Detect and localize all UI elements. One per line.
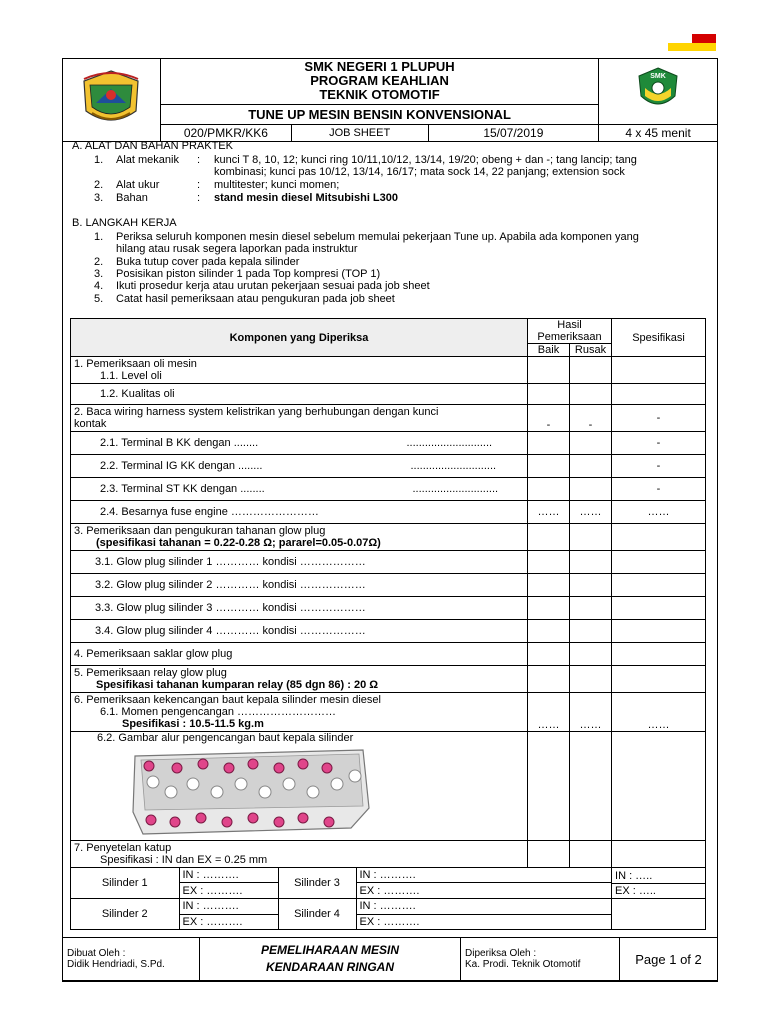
section-a-label-1: Alat mekanik xyxy=(116,154,179,166)
cell-rusak[interactable] xyxy=(570,524,612,551)
inspection-table xyxy=(70,318,706,930)
doc-type: JOB SHEET xyxy=(291,124,428,141)
valve-spec-table xyxy=(612,869,705,929)
cell-rusak[interactable] xyxy=(570,841,612,868)
section-a-sep-3: : xyxy=(197,192,201,204)
valve-clearance-table xyxy=(71,868,611,929)
table-row xyxy=(71,501,706,524)
cell-baik[interactable] xyxy=(528,455,570,478)
row-1-1: 1.1. Level oli xyxy=(100,370,162,382)
cyl-4-ex[interactable]: EX : ………. xyxy=(359,915,420,928)
col-komponen: Komponen yang Diperiksa xyxy=(71,319,528,357)
table-row xyxy=(71,405,706,432)
step-4: Ikuti prosedur kerja atau urutan pekerjaan sesuai pada job sheet xyxy=(116,280,430,292)
row-2-spec[interactable]: - xyxy=(612,405,706,432)
col-hasil-line2: Pemeriksaan xyxy=(537,331,602,343)
step-1-line-b: hilang atau rusak segera laporkan pada instruktur xyxy=(116,243,358,255)
row-3-2: 3.2. Glow plug silinder 2 ………… kondisi ……………… xyxy=(71,574,528,597)
section-a-title: A. ALAT DAN BAHAN PRAKTEK xyxy=(72,140,233,152)
cell-baik[interactable] xyxy=(528,732,570,841)
cyl-1-in[interactable]: IN : ………. xyxy=(179,868,278,883)
cell-spec[interactable] xyxy=(612,841,706,868)
cell-baik[interactable] xyxy=(528,384,570,405)
section-a-line-2: multitester; kunci momen; xyxy=(214,179,340,191)
row-2-rusak[interactable]: - xyxy=(570,405,612,432)
row-2-4-baik[interactable]: …… xyxy=(528,501,570,524)
made-by-name: Didik Hendriadi, S.Pd. xyxy=(67,959,165,970)
section-a-num-2: 2. xyxy=(94,179,104,191)
cyl-2-label: Silinder 2 xyxy=(71,899,179,930)
cell-baik[interactable] xyxy=(528,478,570,501)
left-logo-cell xyxy=(63,59,161,142)
spec-in[interactable]: IN : ….. xyxy=(612,869,705,884)
doc-duration: 4 x 45 menit xyxy=(599,124,718,141)
cell-baik[interactable] xyxy=(528,574,570,597)
table-row xyxy=(71,841,706,868)
row-2-1-spec[interactable]: - xyxy=(612,432,706,455)
step-num-4: 4. xyxy=(94,280,104,292)
table-row xyxy=(71,693,706,732)
step-5: Catat hasil pemeriksaan atau pengukuran pada job sheet xyxy=(116,293,395,305)
subject-line-2: KENDARAAN RINGAN xyxy=(266,960,394,974)
section-a-line-3: stand mesin diesel Mitsubishi L300 xyxy=(214,192,398,204)
row-2-3-spec[interactable]: - xyxy=(612,478,706,501)
cyl-3-label: Silinder 3 xyxy=(278,868,356,899)
row-2-2-spec[interactable]: - xyxy=(612,455,706,478)
step-num-5: 5. xyxy=(94,293,104,305)
cell-rusak[interactable] xyxy=(570,357,612,384)
subject-line-1: PEMELIHARAAN MESIN xyxy=(260,943,399,957)
cyl-3-in[interactable]: IN : ………. xyxy=(356,868,611,883)
cyl-2-in[interactable]: IN : ………. xyxy=(179,899,278,915)
cell-rusak[interactable] xyxy=(570,732,612,841)
spec-ex[interactable]: EX : ….. xyxy=(612,883,705,898)
row-3-3: 3.3. Glow plug silinder 3 ………… kondisi ……………… xyxy=(71,597,528,620)
cell-spec[interactable] xyxy=(612,524,706,551)
page-number: Page 1 of 2 xyxy=(620,938,718,981)
cell-spec[interactable] xyxy=(612,666,706,693)
section-a-num-1: 1. xyxy=(94,154,104,166)
row-2-2: 2.2. Terminal IG KK dengan ........ xyxy=(100,460,263,472)
school-title-cell xyxy=(160,59,598,105)
row-6-spec[interactable]: …… xyxy=(612,693,706,732)
table-row xyxy=(71,620,706,643)
row-2-baik[interactable]: - xyxy=(528,405,570,432)
row-5-line-a: 5. Pemeriksaan relay glow plug xyxy=(74,667,227,679)
row-1-title: 1. Pemeriksaan oli mesin xyxy=(74,358,197,370)
right-logo-cell xyxy=(599,59,718,125)
row-5-line-b: Spesifikasi tahanan kumparan relay (85 dgn 86) : 20 Ω xyxy=(96,679,379,691)
program-name: PROGRAM KEAHLIAN xyxy=(310,73,449,89)
table-row xyxy=(71,357,706,384)
table-row xyxy=(71,455,706,478)
table-row xyxy=(71,666,706,693)
row-6-1: 6.1. Momen pengencangan ……………………… xyxy=(100,706,336,718)
row-2-line-a: 2. Baca wiring harness system kelistrikan yang berhubungan dengan kunci xyxy=(74,406,439,418)
step-2: Buka tutup cover pada kepala silinder xyxy=(116,256,300,268)
cell-spec[interactable] xyxy=(612,732,706,841)
cell-spec[interactable] xyxy=(612,384,706,405)
spec-empty xyxy=(612,898,705,929)
row-6-1-spec: Spesifikasi : 10.5-11.5 kg.m xyxy=(122,718,264,730)
table-row xyxy=(71,574,706,597)
doc-code: 020/PMKR/KK6 xyxy=(160,124,291,141)
cell-baik[interactable] xyxy=(528,551,570,574)
cell-spec[interactable] xyxy=(612,551,706,574)
cell-rusak[interactable] xyxy=(570,666,612,693)
row-2-1-dots: ............................ xyxy=(406,437,493,449)
row-2-4-rusak[interactable]: …… xyxy=(570,501,612,524)
cell-rusak[interactable] xyxy=(570,384,612,405)
footer-table xyxy=(62,937,718,981)
row-2-4: 2.4. Besarnya fuse engine …………………… xyxy=(71,501,528,524)
header-table xyxy=(62,58,718,142)
dept-name: TEKNIK OTOMOTIF xyxy=(319,87,440,103)
row-6-2: 6.2. Gambar alur pengencangan baut kepala silinder xyxy=(97,732,354,744)
col-baik: Baik xyxy=(528,344,570,357)
step-3: Posisikan piston silinder 1 pada Top kompresi (TOP 1) xyxy=(116,268,381,280)
doc-date: 15/07/2019 xyxy=(428,124,599,141)
section-a-sep-1: : xyxy=(197,154,201,166)
row-3-1: 3.1. Glow plug silinder 1 ………… kondisi ……………… xyxy=(71,551,528,574)
cell-baik[interactable] xyxy=(528,620,570,643)
cell-baik[interactable] xyxy=(528,357,570,384)
table-row xyxy=(71,597,706,620)
section-a-label-2: Alat ukur xyxy=(116,179,160,191)
smk-logo-text: SMK xyxy=(650,72,666,80)
made-by-label: Dibuat Oleh : xyxy=(67,948,126,959)
step-num-3: 3. xyxy=(94,268,104,280)
smk-logo xyxy=(635,66,681,112)
cell-spec[interactable] xyxy=(612,643,706,666)
row-2-3: 2.3. Terminal ST KK dengan ........ xyxy=(100,483,265,495)
cell-spec[interactable] xyxy=(612,620,706,643)
cyl-1-label: Silinder 1 xyxy=(71,868,179,899)
section-a-label-3: Bahan xyxy=(116,192,148,204)
row-6-rusak[interactable]: …… xyxy=(570,693,612,732)
row-2-1: 2.1. Terminal B KK dengan ........ xyxy=(100,437,259,449)
cell-spec[interactable] xyxy=(612,574,706,597)
section-a-num-3: 3. xyxy=(94,192,104,204)
cyl-1-ex[interactable]: EX : ………. xyxy=(179,883,278,899)
cell-rusak[interactable] xyxy=(570,574,612,597)
row-2-3-dots: ............................ xyxy=(412,483,499,495)
cyl-4-in[interactable]: IN : ………. xyxy=(356,899,611,915)
cell-rusak[interactable] xyxy=(570,432,612,455)
cell-baik[interactable] xyxy=(528,666,570,693)
cell-rusak[interactable] xyxy=(570,597,612,620)
cell-rusak[interactable] xyxy=(570,643,612,666)
job-title: TUNE UP MESIN BENSIN KONVENSIONAL xyxy=(160,104,598,124)
section-a-line-1b: kombinasi; kunci pas 10/12, 13/14, 16/17; mata sock 14, 22 panjang; extension sock xyxy=(214,166,625,178)
school-name: SMK NEGERI 1 PLUPUH xyxy=(304,59,455,75)
row-3-4: 3.4. Glow plug silinder 4 ………… kondisi ……………… xyxy=(71,620,528,643)
cell-baik[interactable] xyxy=(528,841,570,868)
cell-rusak[interactable] xyxy=(570,620,612,643)
section-a-line-1a: kunci T 8, 10, 12; kunci ring 10/11,10/12, 13/14, 19/20; obeng + dan -; tang lancip; tang xyxy=(214,154,637,166)
row-1-2: 1.2. Kualitas oli xyxy=(71,384,528,405)
row-2-2-dots: ............................ xyxy=(410,460,497,472)
cell-spec[interactable] xyxy=(612,357,706,384)
accent-red-bar xyxy=(692,34,716,43)
row-3-line-b: (spesifikasi tahanan = 0.22-0.28 Ω; pararel=0.05-0.07Ω) xyxy=(96,537,381,549)
row-2-4-spec[interactable]: …… xyxy=(612,501,706,524)
row-7-line-b: Spesifikasi : IN dan EX = 0.25 mm xyxy=(100,854,268,866)
col-hasil-line1: Hasil xyxy=(557,319,582,331)
table-row xyxy=(71,868,706,930)
row-3-line-a: 3. Pemeriksaan dan pengukuran tahanan glow plug xyxy=(74,525,326,537)
cylinder-head-diagram xyxy=(131,746,371,840)
row-6-baik[interactable]: …… xyxy=(528,693,570,732)
checked-by-name: Ka. Prodi. Teknik Otomotif xyxy=(465,959,581,970)
cell-baik[interactable] xyxy=(528,432,570,455)
accent-yellow-bar xyxy=(668,43,716,51)
col-rusak: Rusak xyxy=(570,344,612,357)
step-num-2: 2. xyxy=(94,256,104,268)
row-2-line-b: kontak xyxy=(74,418,107,430)
section-b-title: B. LANGKAH KERJA xyxy=(72,217,177,229)
table-row xyxy=(71,432,706,455)
row-4: 4. Pemeriksaan saklar glow plug xyxy=(71,643,528,666)
cell-baik[interactable] xyxy=(528,597,570,620)
table-row xyxy=(71,478,706,501)
checked-by-label: Diperiksa Oleh : xyxy=(465,948,537,959)
table-row xyxy=(71,732,706,841)
table-row xyxy=(71,551,706,574)
step-num-1: 1. xyxy=(94,231,104,243)
table-row xyxy=(71,384,706,405)
cyl-2-ex[interactable]: EX : ………. xyxy=(179,914,278,929)
cyl-4-label: Silinder 4 xyxy=(278,899,356,930)
row-7-line-a: 7. Penyetelan katup xyxy=(74,842,172,854)
cell-spec[interactable] xyxy=(612,597,706,620)
table-row xyxy=(71,524,706,551)
col-spesifikasi: Spesifikasi xyxy=(612,319,706,357)
cell-rusak[interactable] xyxy=(570,478,612,501)
section-a-sep-2: : xyxy=(197,179,201,191)
cell-baik[interactable] xyxy=(528,643,570,666)
step-1-line-a: Periksa seluruh komponen mesin diesel sebelum memulai pekerjaan Tune up. Apabila ada komponen yang xyxy=(116,231,639,243)
cell-rusak[interactable] xyxy=(570,551,612,574)
regency-logo xyxy=(76,67,146,129)
table-row xyxy=(71,643,706,666)
row-6-title: 6. Pemeriksaan kekencangan baut kepala silinder mesin diesel xyxy=(74,694,381,706)
cell-rusak[interactable] xyxy=(570,455,612,478)
col-hasil xyxy=(528,319,612,344)
cell-baik[interactable] xyxy=(528,524,570,551)
cyl-3-ex[interactable]: EX : ………. xyxy=(356,883,611,899)
